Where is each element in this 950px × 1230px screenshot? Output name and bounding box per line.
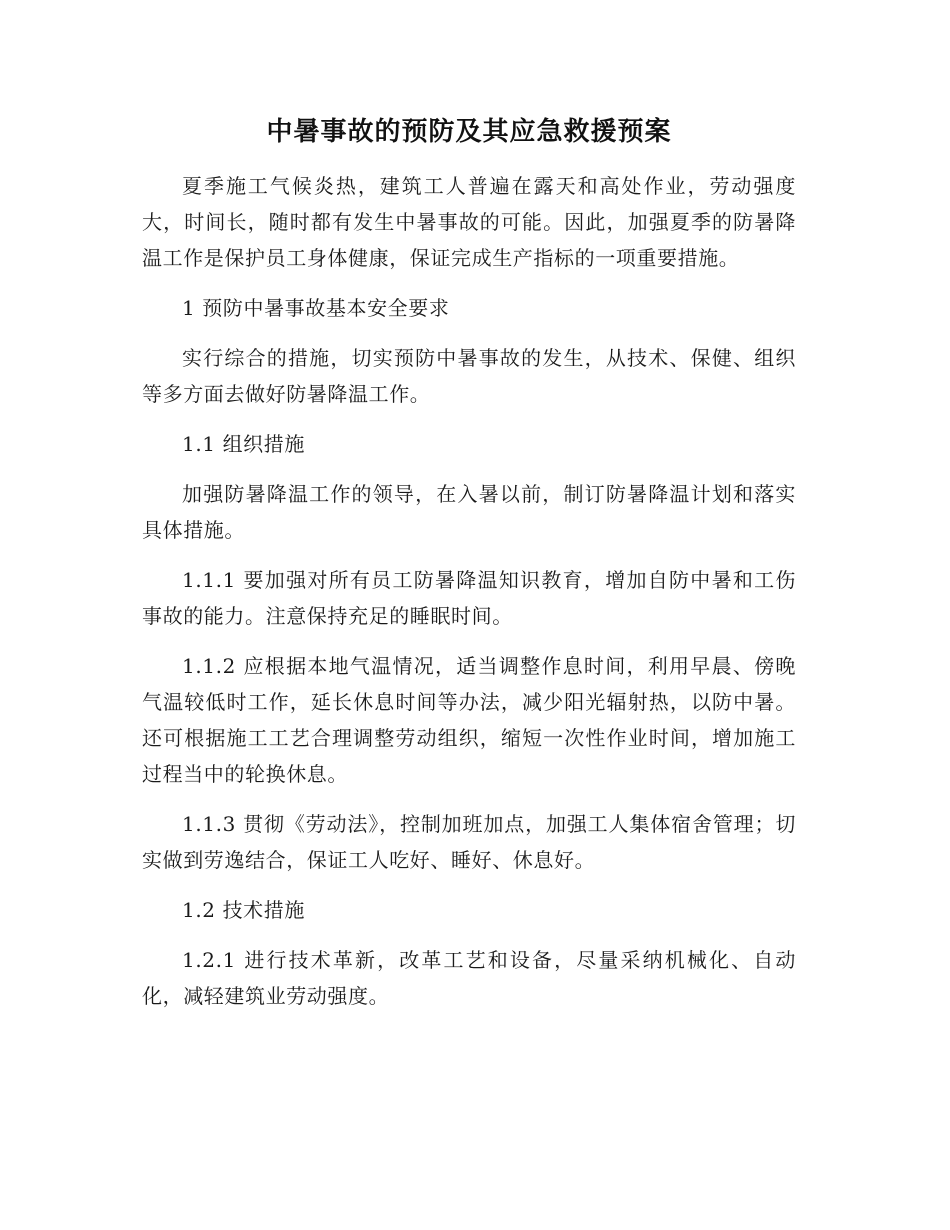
section-1-1-paragraph: 加强防暑降温工作的领导，在入暑以前，制订防暑降温计划和落实具体措施。 bbox=[142, 482, 796, 542]
item-1-1-1-paragraph: 1.1.1 要加强对所有员工防暑降温知识教育，增加自防中暑和工伤事故的能力。注意保持充足的睡眠时间。 bbox=[142, 568, 796, 628]
document-title: 中暑事故的预防及其应急救援预案 bbox=[266, 117, 672, 147]
item-1-2-1-paragraph: 1.2.1 进行技术革新，改革工艺和设备，尽量采纳机械化、自动化，减轻建筑业劳动强度。 bbox=[142, 948, 796, 1008]
section-heading-1-1: 1.1 组织措施 bbox=[182, 432, 305, 456]
document-page bbox=[142, 112, 796, 1028]
section-1-paragraph: 实行综合的措施，切实预防中暑事故的发生，从技术、保健、组织等多方面去做好防暑降温工作。 bbox=[142, 346, 796, 406]
section-heading-1: 1 预防中暑事故基本安全要求 bbox=[182, 296, 450, 320]
item-1-1-3-paragraph: 1.1.3 贯彻《劳动法》，控制加班加点，加强工人集体宿舍管理；切实做到劳逸结合，保证工人吃好、睡好、休息好。 bbox=[142, 812, 796, 872]
section-heading-1-2: 1.2 技术措施 bbox=[182, 898, 305, 922]
item-1-1-2-paragraph: 1.1.2 应根据本地气温情况，适当调整作息时间，利用早晨、傍晚气温较低时工作，延长休息时间等办法，减少阳光辐射热，以防中暑。还可根据施工工艺合理调整劳动组织，缩短一次性作业时间，增加施工过程当中的轮换休息。 bbox=[142, 654, 796, 786]
intro-paragraph: 夏季施工气候炎热，建筑工人普遍在露天和高处作业，劳动强度大，时间长，随时都有发生中暑事故的可能。因此，加强夏季的防暑降温工作是保护员工身体健康，保证完成生产指标的一项重要措施。 bbox=[142, 174, 796, 270]
